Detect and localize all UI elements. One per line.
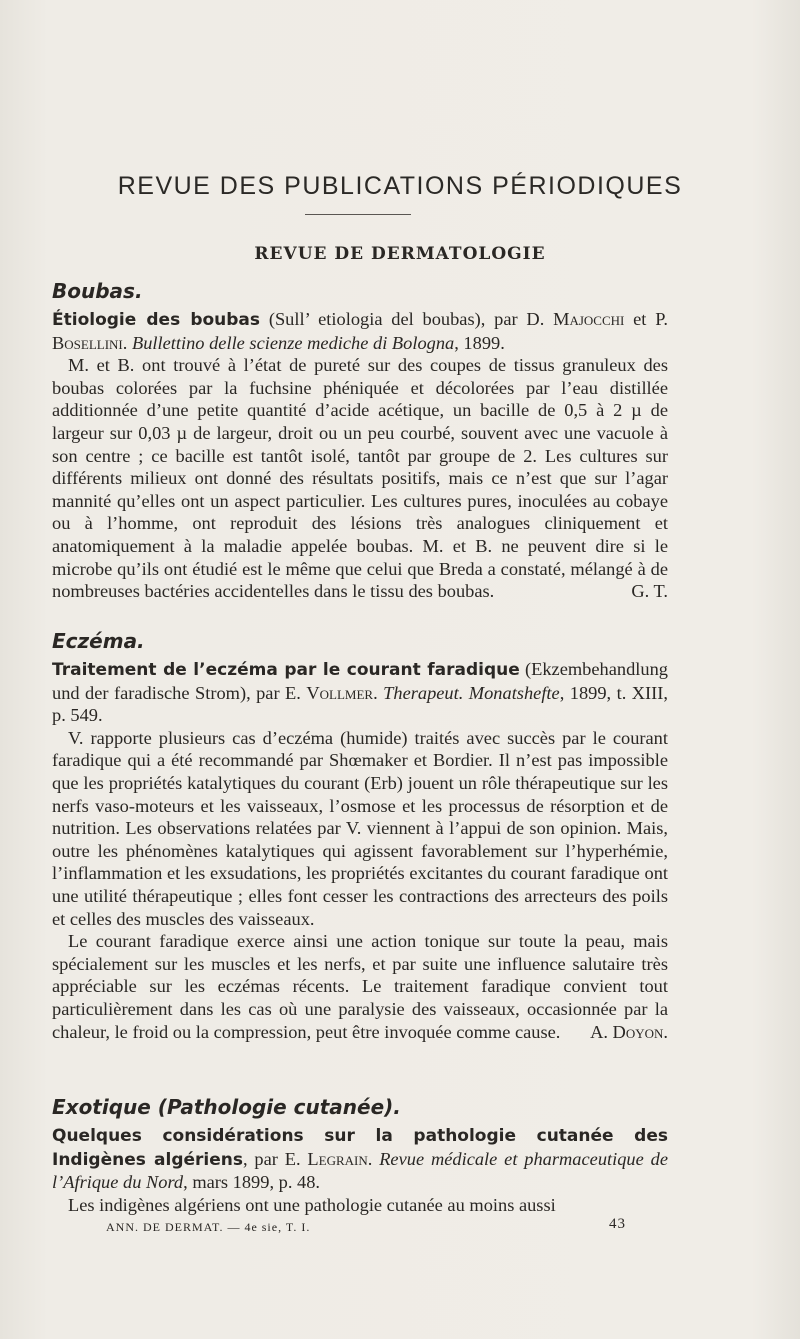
exotique-title: Quelques considérations sur la pathologie cutanée des Indigènes algériens bbox=[52, 1126, 668, 1170]
boubas-body bbox=[52, 354, 668, 603]
title-rule bbox=[305, 214, 411, 215]
article-boubas bbox=[52, 276, 668, 603]
ref-text: , par E. bbox=[243, 1148, 308, 1169]
body-text: Le courant faradique exerce ainsi une action tonique sur toute la peau, mais spécialement sur les muscles et les nerfs, et par suite une influence salutaire très appréciable sur les eczémas récents. Le traitement faradique convient tout particulièrement dans les cas où une paralysie des vaisseaux, occasionnée par la chaleur, le froid ou la compression, peut être invoquée comme cause. bbox=[52, 931, 668, 1042]
ref-text: . bbox=[373, 682, 384, 703]
ref-text: . bbox=[122, 332, 132, 353]
author-name: Bosellini bbox=[52, 332, 123, 353]
ref-text: (Sull’ etiologia del boubas), par D. bbox=[260, 309, 554, 329]
eczema-heading: Eczéma. bbox=[52, 629, 145, 653]
journal-name: Revue médicale et pharmaceutique de l’Afrique du Nord bbox=[52, 1148, 668, 1193]
page-number: 43 bbox=[609, 1216, 626, 1232]
eczema-title: Traitement de l’eczéma par le courant faradique bbox=[52, 660, 520, 680]
ref-text: et P. bbox=[624, 309, 668, 329]
journal-name: Therapeut. Monatshefte bbox=[383, 682, 560, 703]
ref-text: , 1899. bbox=[454, 332, 505, 353]
signature: G. T. bbox=[631, 581, 668, 602]
author-name: Vollmer bbox=[306, 682, 374, 703]
ref-text: . bbox=[367, 1148, 380, 1169]
footer-journal: ANN. DE DERMAT. — 4e sie, T. I. bbox=[106, 1220, 311, 1234]
running-title: REVUE DES PUBLICATIONS PÉRIODIQUES bbox=[117, 172, 683, 200]
boubas-heading: Boubas. bbox=[52, 279, 143, 303]
eczema-para-1: V. rapporte plusieurs cas d’eczéma (humide) traités avec succès par le courant faradique qui a été recommandé par Shœmaker et Bordier. Il n’est pas impossible que les propriétés katalytiques du courant (Erb) jouent un rôle thérapeutique sur les nerfs vaso-moteurs et les vaisseaux, l’osmose et les processus de résorption et de nutrition. Les observations relatées par V. viennent à l’appui de son opinion. Mais, outre les phénomènes katalytiques qui agissent favorablement sur l’hyperhémie, l’inflammation et les exsudations, les propriétés excitantes du courant faradique ont une utilité thérapeutique ; elles font cesser les contractions des arrecteurs des poils et celles des muscles des vaisseaux. bbox=[52, 727, 668, 929]
exotique-body: Les indigènes algériens ont une pathologie cutanée au moins aussi bbox=[68, 1194, 556, 1215]
article-eczema bbox=[52, 626, 668, 1043]
boubas-title: Étiologie des boubas bbox=[52, 310, 261, 330]
author-name: Majocchi bbox=[553, 309, 625, 329]
body-text: M. et B. ont trouvé à l’état de pureté sur des coupes de tissus granuleux des boubas colorées par la fuchsine phéniquée et décolorées par l’eau distillée additionnée d’une petite quantité d’acide acétique, un bacille de 0,5 à 2 µ de largeur sur 0,03 µ de largeur, droit ou un peu courbé, souvent avec une vacuole à son centre ; ce bacille est tantôt isolé, tantôt par groupe de 2. Les cultures sur différents milieux ont donné des résultats positifs, mais ce n’est que sur l’agar mannité qu’elles ont un aspect particulier. Les cultures pures, inoculées au cobaye ou à l’homme, ont reproduit des lésions très analogues cliniquement et anatomiquement à la maladie appelée boubas. M. et B. ne peuvent dire si le microbe qu’ils ont étudié est le même que celui que Breda a constaté, mélangé à de nombreuses bactéries accidentelles dans le tissu des boubas. bbox=[52, 355, 668, 602]
author-name: Legrain bbox=[307, 1148, 368, 1169]
exotique-reference bbox=[52, 1124, 668, 1194]
signature: A. Doyon. bbox=[590, 1021, 668, 1042]
journal-name: Bullettino delle scienze mediche di Bologna bbox=[131, 332, 455, 353]
boubas-reference bbox=[52, 308, 668, 354]
article-exotique bbox=[52, 1092, 668, 1216]
ref-text: , 1899, t. XIII, p. 549. bbox=[52, 682, 668, 726]
exotique-heading: Exotique (Pathologie cutanée). bbox=[52, 1095, 401, 1119]
ref-text: (Ekzembehandlung und der faradische Strom), par E. bbox=[52, 659, 668, 703]
eczema-para-2 bbox=[52, 930, 668, 1043]
section-heading: REVUE DE DERMATOLOGIE bbox=[254, 244, 546, 264]
eczema-reference bbox=[52, 658, 668, 727]
ref-text: , mars 1899, p. 48. bbox=[183, 1172, 321, 1193]
page-footer bbox=[106, 1216, 626, 1235]
